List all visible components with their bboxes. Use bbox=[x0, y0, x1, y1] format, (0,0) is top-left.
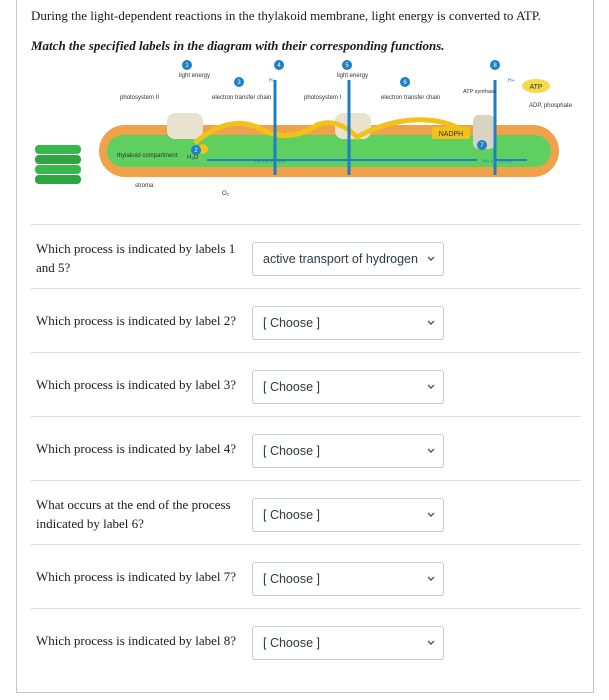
question-text: Which process is indicated by label 2? bbox=[36, 313, 236, 328]
svg-text:7: 7 bbox=[480, 143, 484, 149]
diagram-etc-right: electron transfer chain bbox=[381, 95, 441, 101]
diagram-photosystem-ii: photosystem II bbox=[120, 95, 160, 101]
diagram-etc-left: electron transfer chain bbox=[212, 95, 272, 101]
diagram-thylakoid-compartment: thylakoid compartment bbox=[117, 153, 178, 159]
marker-7 bbox=[477, 140, 487, 150]
question-row-1 bbox=[31, 224, 581, 288]
intro-text: During the light-dependent reactions in the thylakoid membrane, light energy is converted to ATP. bbox=[31, 8, 541, 23]
answer-dropdown-5[interactable] bbox=[252, 498, 444, 532]
chevron-down-icon bbox=[426, 508, 436, 522]
atp-label: ATP bbox=[529, 84, 543, 91]
question-text: What occurs at the end of the process indicated by label 6? bbox=[36, 497, 231, 531]
diagram-h-plus-chain-right: H+ H+ H+ H+ bbox=[483, 159, 514, 165]
diagram-h-plus-right: H+ bbox=[508, 78, 515, 84]
chevron-down-icon bbox=[426, 444, 436, 458]
answer-dropdown-value: [ Choose ] bbox=[263, 508, 320, 522]
instruction-text: Match the specified labels in the diagram with their corresponding functions. bbox=[31, 38, 445, 53]
answer-dropdown-value: active transport of hydrogen bbox=[263, 252, 418, 266]
question-text: Which process is indicated by label 8? bbox=[36, 633, 236, 648]
marker-4 bbox=[274, 60, 284, 70]
diagram-atp-synthase: ATP synthase bbox=[463, 89, 497, 95]
thylakoid-diagram bbox=[17, 55, 595, 205]
marker-6 bbox=[400, 77, 410, 87]
marker-2 bbox=[191, 145, 201, 155]
marker-3 bbox=[234, 77, 244, 87]
diagram-stroma: stroma bbox=[135, 183, 154, 189]
chevron-down-icon bbox=[426, 252, 436, 266]
question-text: Which process is indicated by labels 1 and 5? bbox=[36, 241, 236, 275]
answer-dropdown-value: [ Choose ] bbox=[263, 380, 320, 394]
question-card bbox=[16, 0, 594, 693]
nadph-label: NADPH bbox=[438, 131, 464, 138]
question-row-7 bbox=[31, 608, 581, 672]
marker-8 bbox=[490, 60, 500, 70]
question-text: Which process is indicated by label 3? bbox=[36, 377, 236, 392]
svg-text:1: 1 bbox=[185, 63, 189, 69]
answer-dropdown-value: [ Choose ] bbox=[263, 316, 320, 330]
photosystem-ii-protein bbox=[167, 113, 203, 139]
answer-dropdown-1[interactable] bbox=[252, 242, 444, 276]
answer-dropdown-4[interactable] bbox=[252, 434, 444, 468]
answer-dropdown-6[interactable] bbox=[252, 562, 444, 596]
granum-stack-icon bbox=[35, 145, 81, 184]
diagram-h2o: H₂O bbox=[187, 155, 199, 161]
svg-text:8: 8 bbox=[493, 63, 497, 69]
marker-5 bbox=[342, 60, 352, 70]
answer-dropdown-7[interactable] bbox=[252, 626, 444, 660]
svg-text:3: 3 bbox=[237, 80, 241, 86]
diagram-light-energy-left: light energy bbox=[179, 73, 211, 79]
diagram-photosystem-i: photosystem I bbox=[304, 95, 342, 101]
diagram-adp-phosphate: ADP, phosphate bbox=[529, 103, 572, 109]
answer-dropdown-3[interactable] bbox=[252, 370, 444, 404]
diagram-h-plus-left: H+ bbox=[269, 78, 276, 84]
chevron-down-icon bbox=[426, 380, 436, 394]
question-text: Which process is indicated by label 7? bbox=[36, 569, 236, 584]
question-row-4 bbox=[31, 416, 581, 480]
diagram-o2: O₂ bbox=[222, 191, 229, 197]
answer-dropdown-value: [ Choose ] bbox=[263, 444, 320, 458]
chevron-down-icon bbox=[426, 636, 436, 650]
question-text: Which process is indicated by label 4? bbox=[36, 441, 236, 456]
svg-text:2: 2 bbox=[194, 148, 198, 154]
svg-text:4: 4 bbox=[277, 63, 281, 69]
answer-dropdown-value: [ Choose ] bbox=[263, 636, 320, 650]
diagram-h-plus-chain-mid: H+ H+ H+ H+ bbox=[255, 159, 286, 165]
question-row-2 bbox=[31, 288, 581, 352]
svg-text:5: 5 bbox=[345, 63, 349, 69]
svg-text:6: 6 bbox=[403, 80, 407, 86]
chevron-down-icon bbox=[426, 316, 436, 330]
question-row-3 bbox=[31, 352, 581, 416]
chevron-down-icon bbox=[426, 572, 436, 586]
question-row-5 bbox=[31, 480, 581, 544]
answer-dropdown-value: [ Choose ] bbox=[263, 572, 320, 586]
diagram-light-energy-right: light energy bbox=[337, 73, 369, 79]
marker-1 bbox=[182, 60, 192, 70]
answer-dropdown-2[interactable] bbox=[252, 306, 444, 340]
question-row-6 bbox=[31, 544, 581, 608]
